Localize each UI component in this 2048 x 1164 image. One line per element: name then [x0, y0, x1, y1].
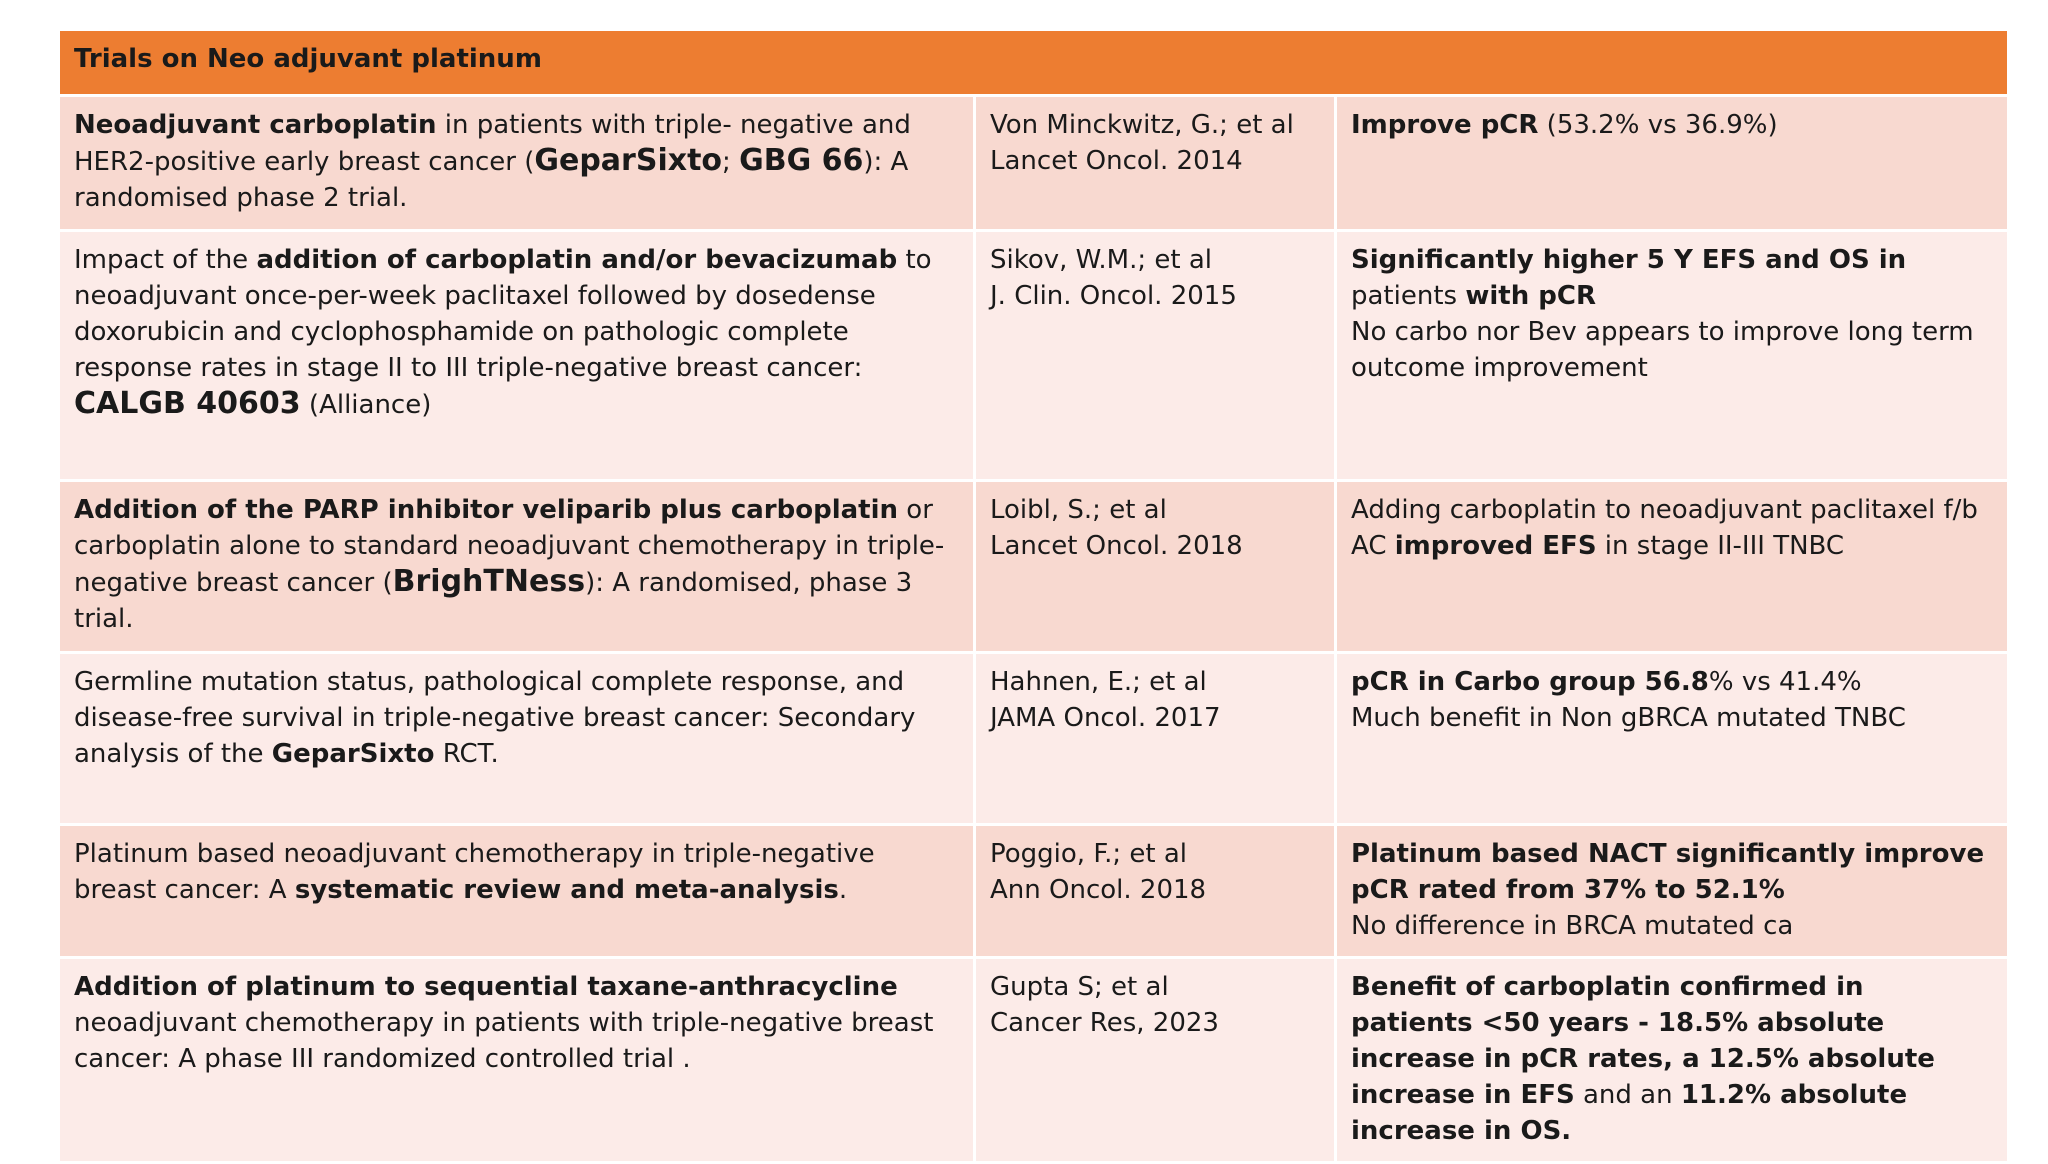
outcome-text-bold: Platinum based NACT significantly improve pCR rated from 37% to 52.1%: [1351, 839, 1985, 905]
study-text-trial: BrighTNess: [392, 564, 586, 599]
ref-journal: Cancer Res, 2023: [990, 1008, 1219, 1038]
table-title: Trials on Neo adjuvant platinum: [59, 30, 2009, 96]
table-row: [59, 825, 2009, 958]
ref-journal: Lancet Oncol. 2018: [990, 531, 1243, 561]
reference-cell: [975, 958, 1336, 1163]
ref-author: Hahnen, E.; et al: [990, 667, 1207, 697]
outcome-text-bold: Improve pCR: [1351, 110, 1539, 140]
outcome-cell: [1336, 231, 2009, 481]
outcome-line: [1351, 664, 1993, 700]
study-text: Germline mutation status, pathological complete response, and disease-free survival in triple-negative breast cancer: Secondary analysis of the: [74, 667, 916, 769]
ref-journal: Lancet Oncol. 2014: [990, 146, 1243, 176]
table-row: [59, 96, 2009, 231]
outcome-line: [1351, 492, 1993, 564]
ref-journal: Ann Oncol. 2018: [990, 875, 1207, 905]
outcome-text: Adding carboplatin to neoadjuvant paclitaxel f/b AC: [1351, 495, 1978, 561]
study-cell: [59, 96, 975, 231]
outcome-cell: [1336, 96, 2009, 231]
outcome-text: % vs 41.4%: [1708, 667, 1862, 697]
outcome-text-bold: Significantly higher 5 Y EFS and OS in: [1351, 245, 1907, 275]
outcome-line: [1351, 314, 1993, 386]
study-text: (Alliance): [300, 390, 432, 420]
table-row: [59, 231, 2009, 481]
study-text-trial: GBG 66: [739, 143, 864, 178]
outcome-line: [1351, 969, 1993, 1149]
study-text: or carboplatin alone to standard neoadjuvant chemotherapy in triple-negative breast cancer (: [74, 495, 945, 598]
study-cell: [59, 231, 975, 481]
outcome-line: [1351, 908, 1993, 944]
outcome-line: [1351, 700, 1993, 736]
reference-cell: [975, 231, 1336, 481]
study-text-trial: GeparSixto: [534, 143, 723, 178]
outcome-text: and an: [1574, 1080, 1681, 1110]
reference-cell: [975, 653, 1336, 825]
outcome-cell: [1336, 825, 2009, 958]
study-text-trial: CALGB 40603: [74, 386, 301, 421]
ref-journal: J. Clin. Oncol. 2015: [990, 281, 1237, 311]
outcome-line: [1351, 836, 1993, 908]
ref-author: Von Minckwitz, G.; et al: [990, 110, 1294, 140]
study-text: Impact of the: [74, 245, 257, 275]
outcome-line: [1351, 242, 1993, 314]
study-text: ;: [722, 147, 740, 177]
study-text-bold: GeparSixto: [271, 739, 435, 769]
outcome-text-bold: with pCR: [1465, 281, 1596, 311]
outcome-text-bold: Benefit of carboplatin confirmed in patients <50 years - 18.5% absolute increase in pCR rates, a 12.5% absolute increase in EFS: [1351, 972, 1935, 1110]
outcome-text-bold: improved EFS: [1394, 531, 1597, 561]
table-row: [59, 958, 2009, 1163]
reference-cell: [975, 481, 1336, 653]
study-cell: [59, 481, 975, 653]
study-text-bold: Addition of the PARP inhibitor veliparib plus carboplatin: [74, 495, 899, 525]
study-text: Platinum based neoadjuvant chemotherapy in triple-negative breast cancer: A: [74, 839, 875, 905]
outcome-text: (53.2% vs 36.9%): [1538, 110, 1778, 140]
ref-author: Poggio, F.; et al: [990, 839, 1188, 869]
ref-journal: JAMA Oncol. 2017: [990, 703, 1221, 733]
study-text: RCT.: [434, 739, 499, 769]
ref-author: Sikov, W.M.; et al: [990, 245, 1213, 275]
table-row: [59, 481, 2009, 653]
outcome-text: patients: [1351, 281, 1466, 311]
trials-table: [57, 28, 2010, 1164]
study-cell: [59, 653, 975, 825]
study-text-bold: Neoadjuvant carboplatin: [74, 110, 437, 140]
study-text-bold: systematic review and meta-analysis: [294, 875, 839, 905]
reference-cell: [975, 825, 1336, 958]
outcome-cell: [1336, 481, 2009, 653]
study-text: ): A randomised phase 2 trial.: [74, 147, 909, 213]
outcome-cell: [1336, 653, 2009, 825]
ref-author: Loibl, S.; et al: [990, 495, 1167, 525]
study-cell: [59, 825, 975, 958]
table-row: [59, 653, 2009, 825]
study-text: .: [838, 875, 848, 905]
study-text-bold: addition of carboplatin and/or bevacizumab: [256, 245, 898, 275]
outcome-cell: [1336, 958, 2009, 1163]
ref-author: Gupta S; et al: [990, 972, 1169, 1002]
study-cell: [59, 958, 975, 1163]
outcome-line: [1351, 107, 1993, 143]
study-text-bold: Addition of platinum to sequential taxane-anthracycline: [74, 972, 898, 1002]
outcome-text-bold: 11.2% absolute increase in OS.: [1351, 1080, 1908, 1146]
study-text: ): A randomised, phase 3 trial.: [74, 568, 913, 634]
outcome-text: No carbo nor Bev appears to improve long term outcome improvement: [1351, 317, 1974, 383]
outcome-text-bold: pCR in Carbo group 56.8: [1351, 667, 1709, 697]
reference-cell: [975, 96, 1336, 231]
study-text: neoadjuvant chemotherapy in patients with triple-negative breast cancer: A phase III randomized controlled trial .: [74, 1008, 934, 1074]
study-text: to neoadjuvant once-per-week paclitaxel followed by dosedense doxorubicin and cyclophosphamide on pathologic complete response rates in stage II to III triple-negative breast cancer:: [74, 245, 932, 383]
outcome-text: in stage II-III TNBC: [1596, 531, 1845, 561]
outcome-text: Much benefit in Non gBRCA mutated TNBC: [1351, 703, 1906, 733]
outcome-text: No difference in BRCA mutated ca: [1351, 911, 1794, 941]
study-text: in patients with triple- negative and HER2-positive early breast cancer (: [74, 110, 911, 177]
